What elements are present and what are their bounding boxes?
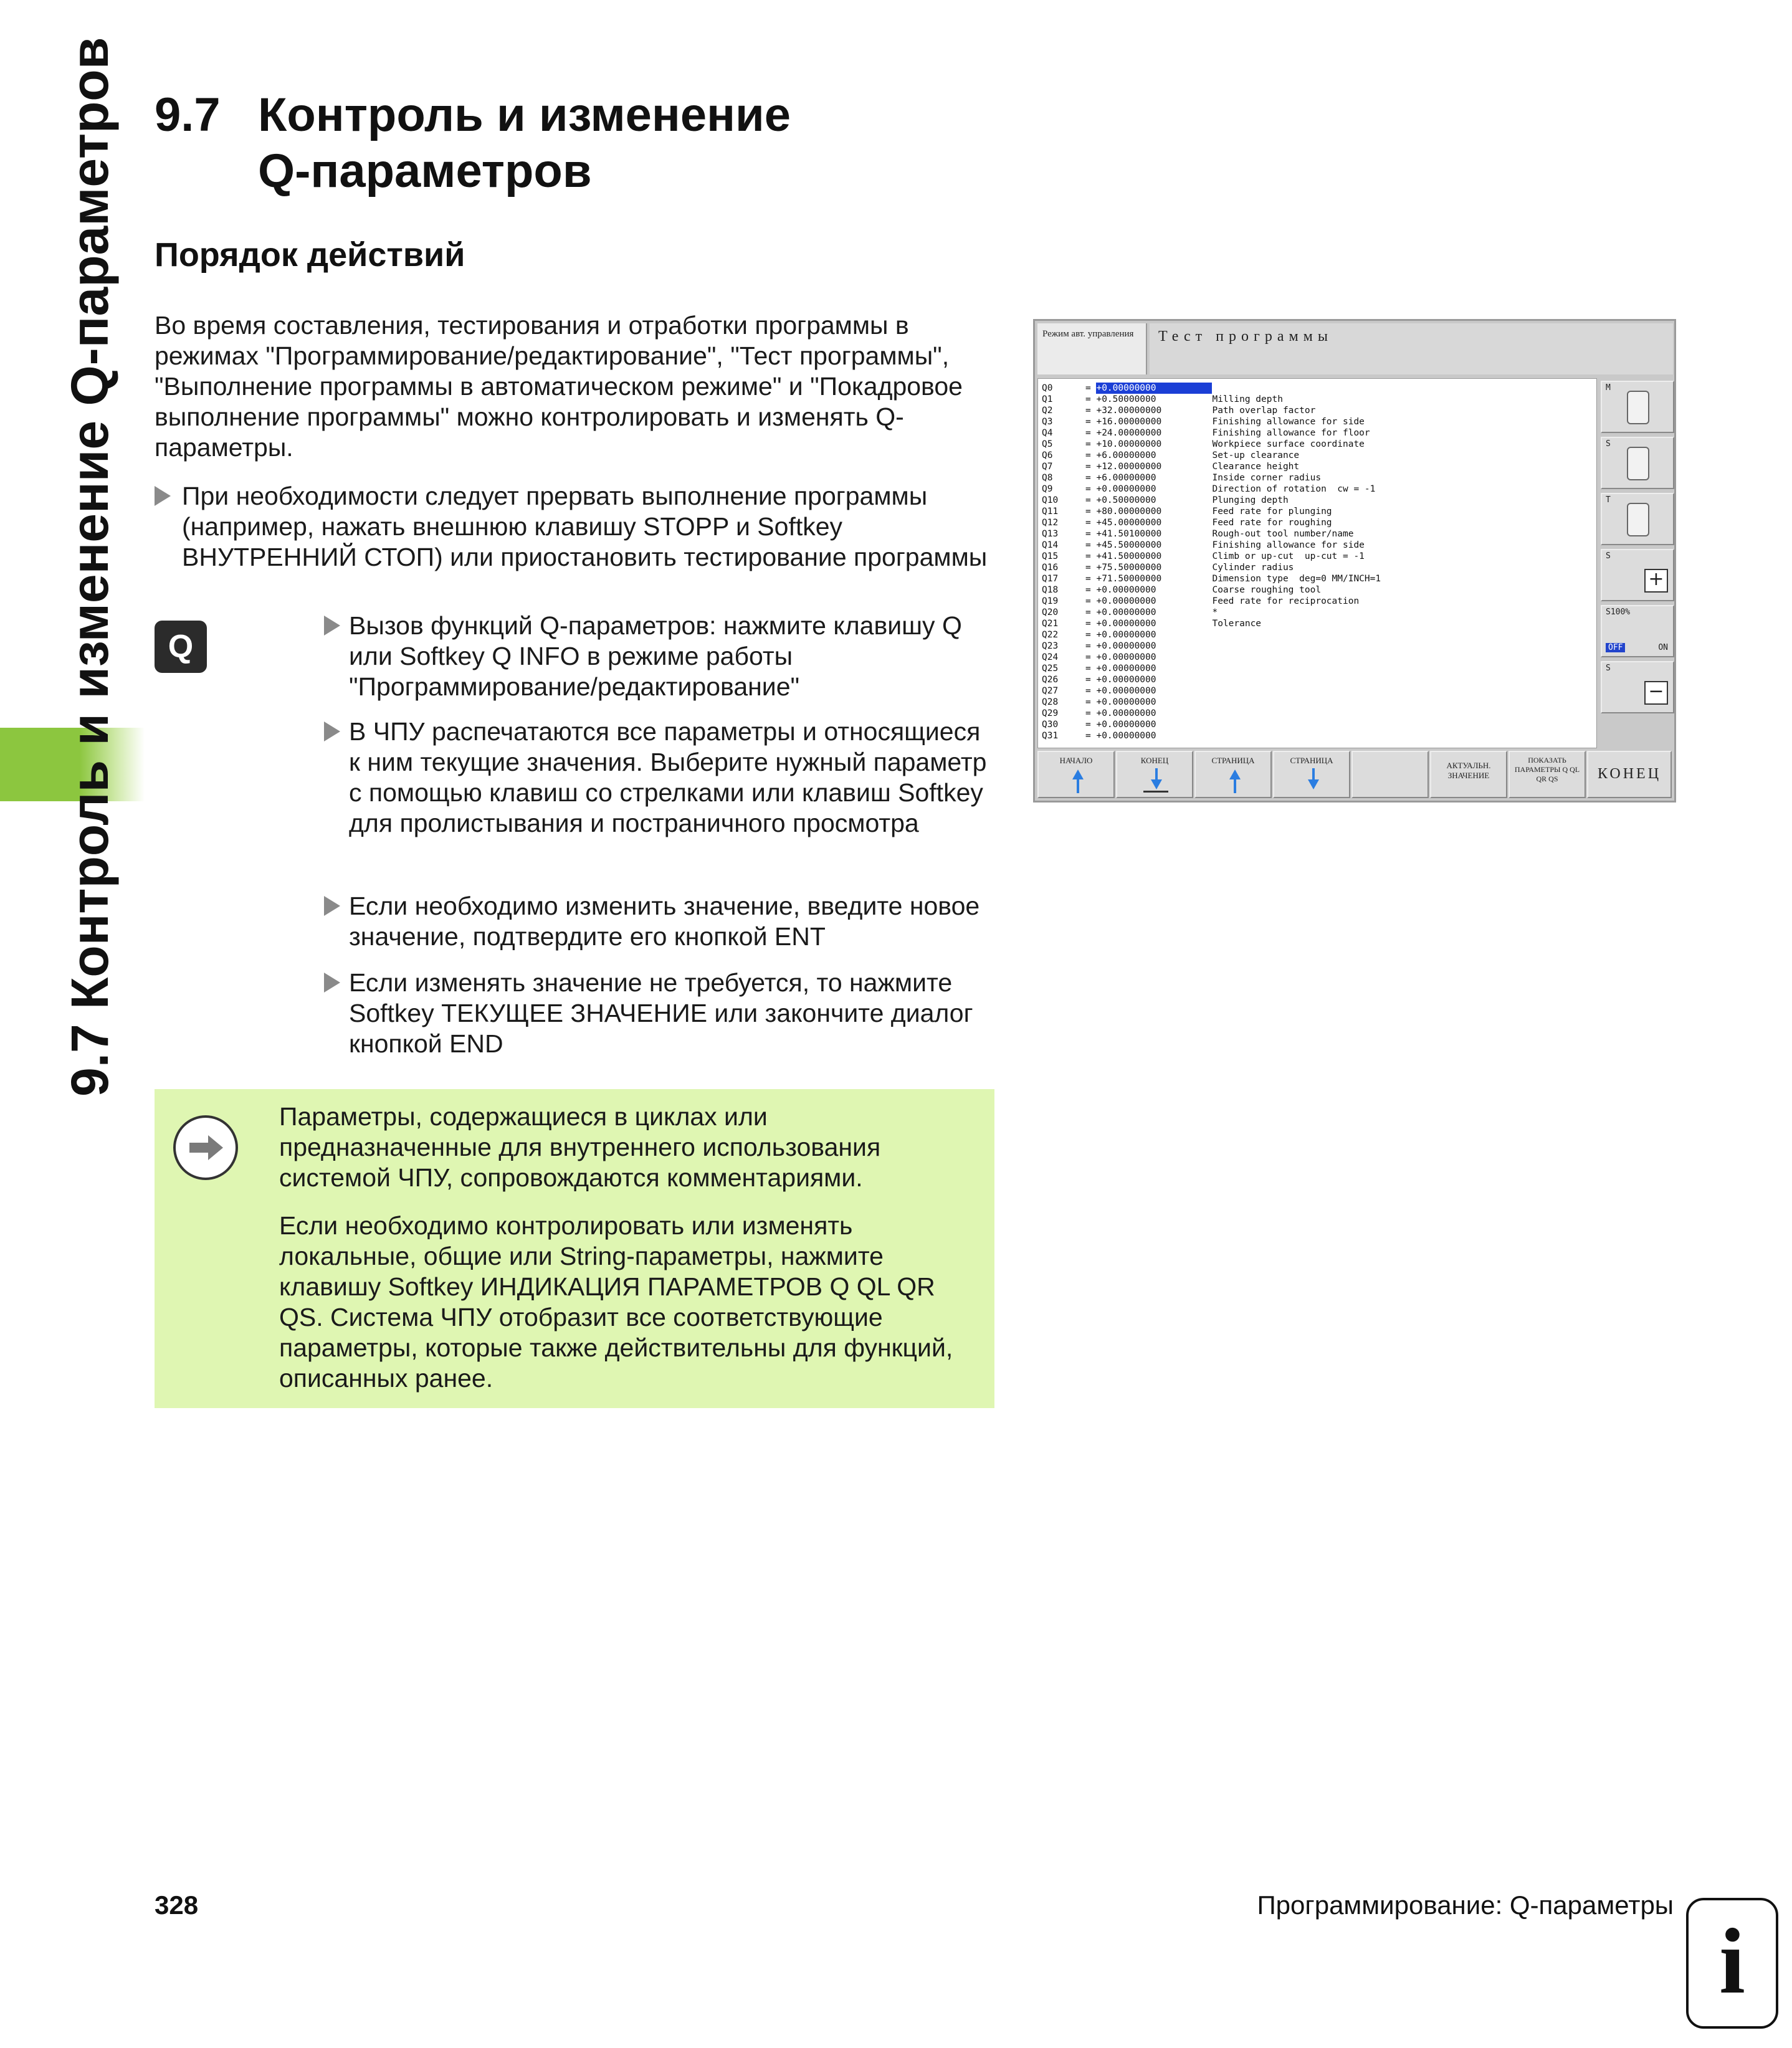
cnc-screen-screenshot (1033, 319, 1676, 803)
q-value: +0.00000000 (1096, 652, 1156, 662)
spindle-plus-button[interactable]: S + (1601, 549, 1674, 601)
q-value: +0.00000000 (1096, 720, 1156, 730)
note-text (279, 1102, 977, 1411)
on-label: ON (1658, 643, 1668, 652)
step-text: Если изменять значение не требуется, то нажмите Softkey ТЕКУЩЕЕ ЗНАЧЕНИЕ или закончите диалог кнопкой END (349, 968, 973, 1058)
q-value: +0.00000000 (1096, 619, 1156, 629)
softkey-page-down[interactable]: СТРАНИЦА (1273, 751, 1350, 798)
softkey-show-params[interactable]: ПОКАЗАТЬ ПАРАМЕТРЫ Q QL QR QS (1508, 751, 1586, 798)
q-comment: Dimension type deg=0 MM/INCH=1 (1212, 574, 1381, 584)
q-comment: Tolerance (1212, 619, 1262, 629)
q-number: Q0 (1042, 383, 1053, 393)
step-arrow-icon (324, 896, 340, 916)
spindle-override-toggle[interactable]: S100% OFF ON (1601, 605, 1674, 657)
q-parameter-row[interactable]: Q12 = +45.00000000 Feed rate for roughing (1042, 518, 1332, 528)
plus-icon: + (1644, 569, 1668, 593)
q-number: Q22 (1042, 630, 1059, 640)
q-parameter-row[interactable]: Q20 = +0.00000000 * (1042, 607, 1218, 617)
q-value: +0.00000000 (1096, 383, 1212, 394)
q-parameter-row[interactable]: Q6 = +6.00000000 Set-up clearance (1042, 450, 1300, 460)
note-box (155, 1089, 994, 1408)
subsection-heading: Порядок действий (155, 236, 465, 274)
q-parameter-row[interactable]: Q5 = +10.00000000 Workpiece surface coordinate (1042, 439, 1365, 449)
q-number: Q3 (1042, 417, 1053, 427)
q-number: Q6 (1042, 450, 1053, 460)
q-value: +32.00000000 (1096, 406, 1162, 416)
step-call-q (324, 611, 997, 702)
q-number: Q29 (1042, 708, 1059, 718)
q-parameter-row[interactable]: Q0 = +0.00000000 (1042, 383, 1212, 394)
q-number: Q8 (1042, 473, 1053, 483)
q-number: Q23 (1042, 641, 1059, 651)
q-key-icon: Q (155, 621, 207, 673)
q-number: Q2 (1042, 406, 1053, 416)
q-parameter-row[interactable]: Q15 = +41.50000000 Climb or up-cut up-cut = -1 (1042, 551, 1365, 561)
tool-button[interactable]: T (1601, 493, 1674, 545)
q-parameter-row[interactable]: Q23 = +0.00000000 (1042, 641, 1212, 652)
spindle-icon (1627, 447, 1649, 480)
step-arrow-icon (324, 973, 340, 993)
q-number: Q28 (1042, 697, 1059, 707)
q-parameter-row[interactable]: Q11 = +80.00000000 Feed rate for plunging (1042, 507, 1332, 517)
q-value: +0.50000000 (1096, 495, 1156, 505)
q-parameter-row[interactable]: Q17 = +71.50000000 Dimension type deg=0 MM/INCH=1 (1042, 574, 1381, 584)
q-value: +45.00000000 (1096, 518, 1162, 528)
q-number: Q15 (1042, 551, 1059, 561)
q-comment: Plunging depth (1212, 495, 1289, 505)
q-parameter-row[interactable]: Q4 = +24.00000000 Finishing allowance for floor (1042, 428, 1370, 438)
q-comment: Coarse roughing tool (1212, 585, 1322, 595)
q-number: Q14 (1042, 540, 1059, 550)
q-value: +41.50100000 (1096, 529, 1162, 539)
q-parameter-list (1037, 378, 1597, 748)
q-value: +0.00000000 (1096, 686, 1156, 696)
q-value: +6.00000000 (1096, 450, 1156, 460)
q-parameter-row[interactable]: Q13 = +41.50100000 Rough-out tool number/name (1042, 529, 1354, 539)
q-number: Q9 (1042, 484, 1053, 494)
q-number: Q25 (1042, 664, 1059, 674)
softkey-bar (1037, 751, 1674, 799)
q-value: +0.00000000 (1096, 585, 1156, 595)
minus-icon: − (1644, 681, 1668, 705)
spindle-button[interactable]: S (1601, 437, 1674, 489)
q-comment: Feed rate for plunging (1212, 507, 1332, 517)
q-comment: Clearance height (1212, 462, 1300, 472)
q-value: +75.50000000 (1096, 563, 1162, 573)
q-parameter-row[interactable]: Q3 = +16.00000000 Finishing allowance for side (1042, 417, 1365, 427)
q-comment: Workpiece surface coordinate (1212, 439, 1365, 449)
screen-title: Тест программы (1150, 323, 1673, 374)
q-parameter-row[interactable]: Q31 = +0.00000000 (1042, 730, 1212, 741)
q-number: Q13 (1042, 529, 1059, 539)
q-value: +41.50000000 (1096, 551, 1162, 561)
q-parameter-row[interactable]: Q8 = +6.00000000 Inside corner radius (1042, 473, 1322, 483)
q-value: +71.50000000 (1096, 574, 1162, 584)
off-label: OFF (1606, 643, 1625, 652)
arrow-down-icon (1308, 779, 1319, 789)
q-value: +10.00000000 (1096, 439, 1162, 449)
right-softkey-column (1598, 378, 1674, 748)
q-number: Q12 (1042, 518, 1059, 528)
intro-paragraph: Во время составления, тестирования и отработки программы в режимах "Программирование/редактирование", "Тест программы", "Выполнение программы в автоматическом режиме" и "Покадровое выполнение программы" можно контролировать и изменять Q-параметры. (155, 311, 963, 462)
step-list-params (324, 717, 997, 839)
q-number: Q11 (1042, 507, 1059, 517)
q-comment: Set-up clearance (1212, 450, 1300, 460)
section-number: 9.7 (155, 88, 221, 141)
q-comment: Feed rate for roughing (1212, 518, 1332, 528)
q-comment: Finishing allowance for side (1212, 540, 1365, 550)
q-comment: Cylinder radius (1212, 563, 1294, 573)
step-arrow-icon (324, 616, 340, 636)
step-change-value (324, 891, 997, 952)
q-number: Q26 (1042, 675, 1059, 685)
q-value: +0.50000000 (1096, 394, 1156, 404)
softkey-end[interactable]: КОНЕЦ (1116, 751, 1193, 798)
info-icon: i (1686, 1898, 1778, 2029)
q-value: +0.00000000 (1096, 731, 1156, 741)
section-title-line2: Q-параметров (258, 145, 592, 198)
q-number: Q17 (1042, 574, 1059, 584)
q-parameter-row[interactable]: Q19 = +0.00000000 Feed rate for reciprocation (1042, 596, 1360, 606)
q-parameter-row[interactable]: Q22 = +0.00000000 (1042, 629, 1212, 641)
q-number: Q31 (1042, 731, 1059, 741)
q-comment: Milling depth (1212, 394, 1283, 404)
step-text: Вызов функций Q-параметров: нажмите клавишу Q или Softkey Q INFO в режиме работы "Программирование/редактирование" (349, 611, 962, 701)
q-value: +0.00000000 (1096, 675, 1156, 685)
q-value: +12.00000000 (1096, 462, 1162, 472)
q-number: Q24 (1042, 652, 1059, 662)
q-parameter-row[interactable]: Q28 = +0.00000000 (1042, 697, 1212, 708)
step-arrow-icon (155, 486, 171, 506)
q-number: Q19 (1042, 596, 1059, 606)
arrow-down-icon (1151, 779, 1162, 789)
q-number: Q21 (1042, 619, 1059, 629)
step-text: Если необходимо изменить значение, введите новое значение, подтвердите его кнопкой ENT (349, 892, 980, 951)
q-parameter-row[interactable]: Q9 = +0.00000000 Direction of rotation cw = -1 (1042, 484, 1376, 494)
spindle-minus-button[interactable]: S − (1601, 661, 1674, 713)
step-keep-value (324, 968, 997, 1059)
q-value: +16.00000000 (1096, 417, 1162, 427)
q-number: Q18 (1042, 585, 1059, 595)
q-parameter-row[interactable]: Q1 = +0.50000000 Milling depth (1042, 394, 1283, 404)
q-parameter-row[interactable]: Q14 = +45.50000000 Finishing allowance for side (1042, 540, 1365, 550)
operating-mode-label: Режим авт. управления (1037, 323, 1147, 374)
machine-icon (1627, 391, 1649, 424)
q-number: Q4 (1042, 428, 1053, 438)
step-text: При необходимости следует прервать выполнение программы (например, нажать внешнюю клавишу STOPP и Softkey ВНУТРЕННИЙ СТОП) или приостановить тестирование программы (182, 482, 988, 571)
q-parameter-row[interactable]: Q2 = +32.00000000 Path overlap factor (1042, 406, 1316, 416)
q-number: Q7 (1042, 462, 1053, 472)
q-number: Q5 (1042, 439, 1053, 449)
step-text: В ЧПУ распечатаются все параметры и относящиеся к ним текущие значения. Выберите нужный параметр с помощью клавиш со стрелками или клавиш Softkey для пролистывания и постраничного просмотра (349, 717, 987, 837)
q-value: +24.00000000 (1096, 428, 1162, 438)
softkey-empty (1351, 751, 1429, 798)
note-paragraph-2: Если необходимо контролировать или изменять локальные, общие или String-параметры, нажмите клавишу Softkey ИНДИКАЦИЯ ПАРАМЕТРОВ Q QL QR QS. Система ЧПУ отобразит все соответствующие параметры, которые также действительны для функций, описанных ранее. (279, 1211, 953, 1393)
q-value: +0.00000000 (1096, 697, 1156, 707)
q-value: +0.00000000 (1096, 484, 1156, 494)
q-parameter-row[interactable]: Q26 = +0.00000000 (1042, 674, 1212, 685)
q-parameter-row[interactable]: Q21 = +0.00000000 Tolerance (1042, 619, 1262, 629)
q-comment: * (1212, 607, 1218, 617)
step-arrow-icon (324, 722, 340, 741)
q-value: +80.00000000 (1096, 507, 1162, 517)
q-value: +6.00000000 (1096, 473, 1156, 483)
tool-icon (1627, 503, 1649, 536)
q-number: Q30 (1042, 720, 1059, 730)
softkey-begin[interactable]: НАЧАЛО (1037, 751, 1115, 798)
note-paragraph-1: Параметры, содержащиеся в циклах или предназначенные для внутреннего использования системой ЧПУ, сопровождаются комментариями. (279, 1102, 881, 1192)
q-comment: Climb or up-cut up-cut = -1 (1212, 551, 1365, 561)
q-number: Q16 (1042, 563, 1059, 573)
q-number: Q1 (1042, 394, 1053, 404)
q-comment: Finishing allowance for side (1212, 417, 1365, 427)
side-chapter-title: 9.7 Контроль и изменение Q-параметров (60, 37, 119, 1097)
q-parameter-row[interactable]: Q7 = +12.00000000 Clearance height (1042, 462, 1300, 472)
page-number: 328 (155, 1890, 199, 1920)
softkey-page-up[interactable]: СТРАНИЦА (1194, 751, 1272, 798)
q-value: +0.00000000 (1096, 664, 1156, 674)
q-parameter-row[interactable]: Q24 = +0.00000000 (1042, 652, 1212, 663)
q-number: Q20 (1042, 607, 1059, 617)
q-parameter-row[interactable]: Q27 = +0.00000000 (1042, 685, 1212, 697)
section-heading (155, 87, 791, 199)
q-comment: Feed rate for reciprocation (1212, 596, 1360, 606)
q-value: +0.00000000 (1096, 641, 1156, 651)
arrow-right-icon (173, 1115, 238, 1180)
q-value: +0.00000000 (1096, 708, 1156, 718)
q-comment: Rough-out tool number/name (1212, 529, 1354, 539)
q-value: +45.50000000 (1096, 540, 1162, 550)
step-interrupt (155, 481, 989, 573)
q-parameter-row[interactable]: Q30 = +0.00000000 (1042, 719, 1212, 730)
q-comment: Inside corner radius (1212, 473, 1322, 483)
q-parameter-row[interactable]: Q16 = +75.50000000 Cylinder radius (1042, 563, 1294, 573)
q-comment: Path overlap factor (1212, 406, 1316, 416)
softkey-actual-value[interactable]: АКТУАЛЬН. ЗНАЧЕНИЕ (1430, 751, 1507, 798)
footer-chapter: Программирование: Q-параметры (1257, 1890, 1674, 1920)
q-number: Q27 (1042, 686, 1059, 696)
softkey-finish[interactable]: КОНЕЦ (1587, 751, 1672, 798)
q-parameter-row[interactable]: Q10 = +0.50000000 Plunging depth (1042, 495, 1289, 505)
q-value: +0.00000000 (1096, 630, 1156, 640)
q-number: Q10 (1042, 495, 1059, 505)
q-value: +0.00000000 (1096, 607, 1156, 617)
q-comment: Finishing allowance for floor (1212, 428, 1370, 438)
q-parameter-row[interactable]: Q18 = +0.00000000 Coarse roughing tool (1042, 585, 1322, 595)
q-comment: Direction of rotation cw = -1 (1212, 484, 1376, 494)
q-parameter-row[interactable]: Q29 = +0.00000000 (1042, 708, 1212, 719)
q-parameter-row[interactable]: Q25 = +0.00000000 (1042, 663, 1212, 674)
q-value: +0.00000000 (1096, 596, 1156, 606)
m-function-button[interactable]: M (1601, 381, 1674, 433)
section-title-line1: Контроль и изменение (258, 88, 791, 141)
